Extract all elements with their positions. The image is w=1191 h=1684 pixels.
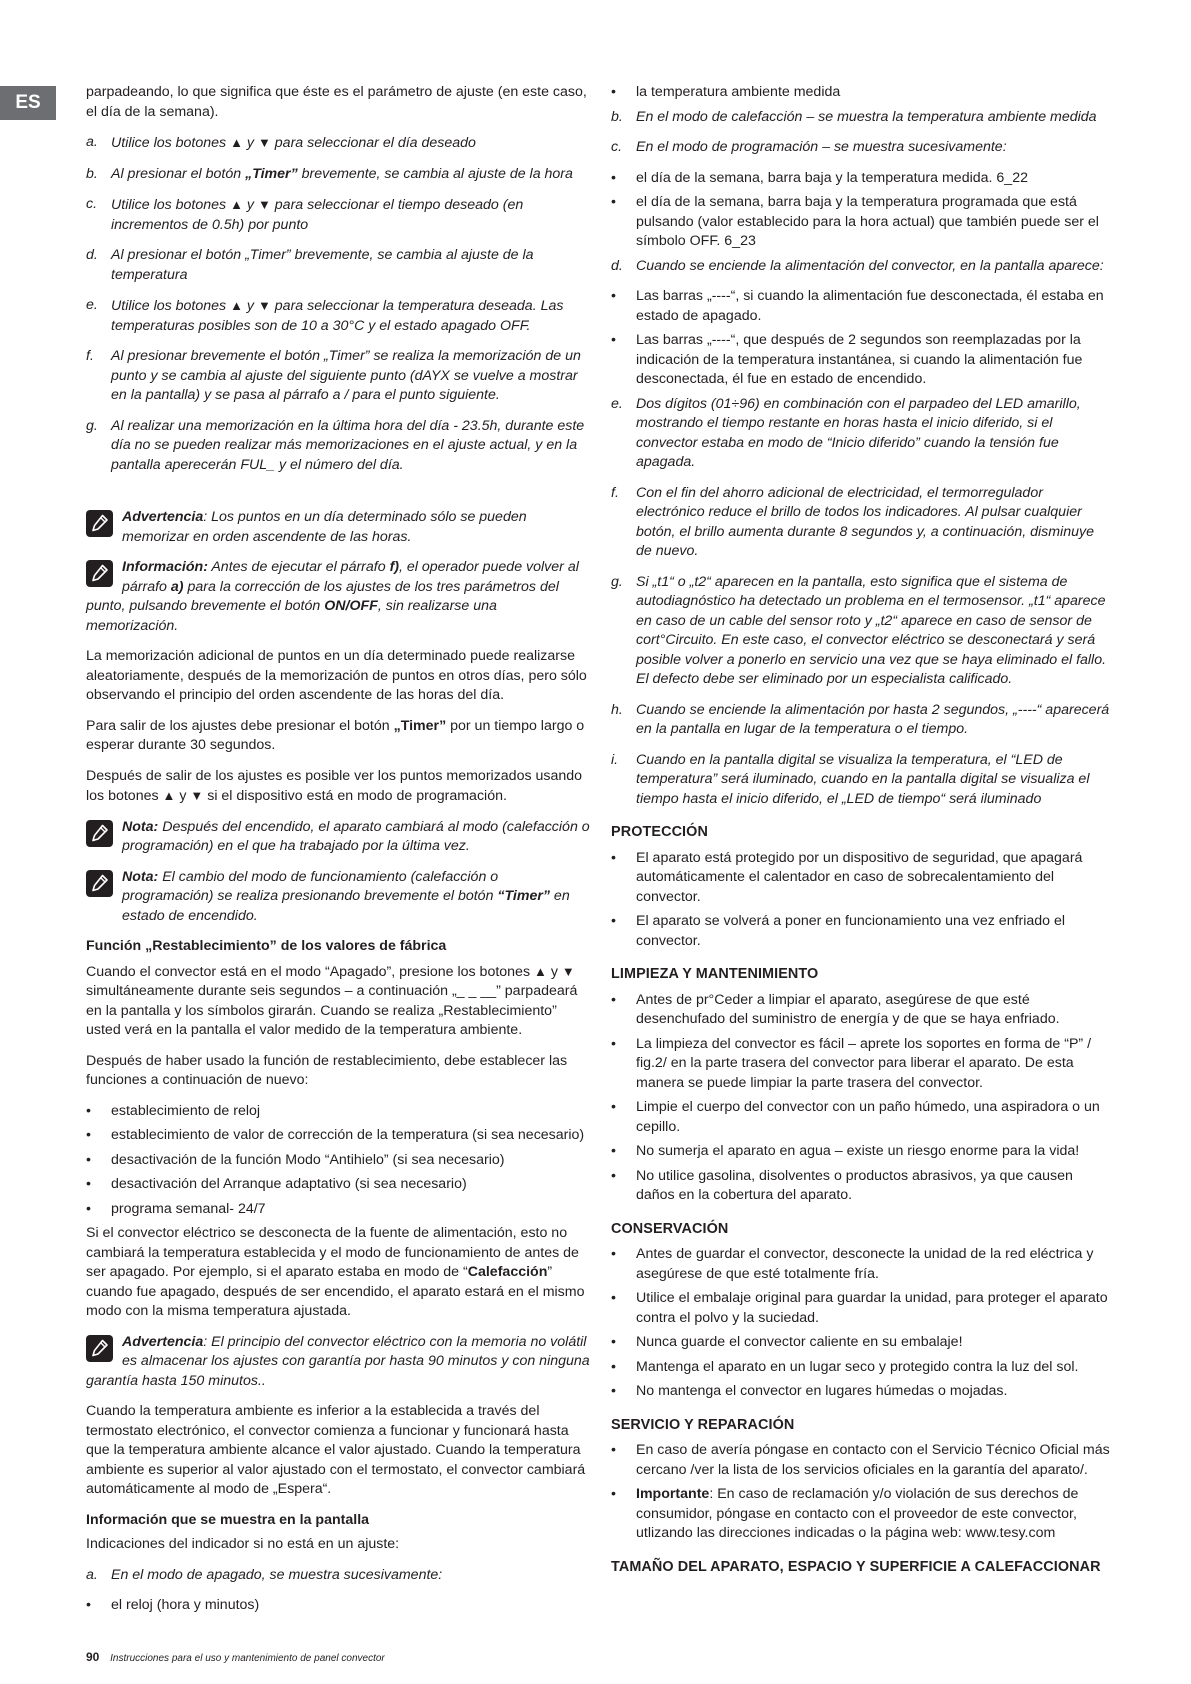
- note-1: Nota: Después del encendido, el aparato cambiará al modo (calefacción o programación) en el que ha trabajado por la última vez.: [86, 818, 590, 857]
- list-item: • Utilice el embalaje original para guardar la unidad, para proteger el aparato contra el polvo y la suciedad.: [611, 1290, 1108, 1326]
- list-item: • Las barras „----“, si cuando la alimentación fue desconectada, él estaba en estado de apagado.: [611, 288, 1104, 324]
- list-item: • el día de la semana, barra baja y la temperatura programada que está pulsando (valor establecido para la hora actual) que también puede ser el símbolo OFF. 6_23: [611, 194, 1099, 249]
- arrow-down-icon: ▼: [561, 963, 575, 979]
- step-c: c. Utilice los botones ▲ y ▼ para seleccionar el tiempo deseado (en incrementos de 0.5h) por punto: [86, 196, 524, 233]
- list-item: • El aparato está protegido por un dispositivo de seguridad, que apagará automáticamente el calentador en caso de sobrecalentamiento del convector.: [611, 849, 1083, 905]
- info-note: Información: Antes de ejecutar el párrafo f), el operador puede volver al párrafo a) para la corrección de los ajustes de los tres parámetros del punto, pulsando brevemente el botón ON/OFF, sin realizarse una memorización.: [86, 559, 579, 634]
- thermostat-paragraph: Cuando la temperatura ambiente es inferior a la establecida a través del termostato electrónico, el convector comienza a funcionar y funcionará hasta que la temperatura ambiente alcance el valor ajustado. Cuando la temperatura ambiente es superior al valor ajustado con el termostato, el convector cambiará automáticamente al modo de „Espera“.: [86, 1403, 586, 1497]
- storage-title: CONSERVACIÓN: [611, 1220, 729, 1237]
- list-item: • Mantenga el aparato en un lugar seco y protegido contra la luz del sol.: [611, 1358, 1079, 1375]
- reset-section-title: Función „Restablecimiento” de los valores de fábrica: [86, 938, 447, 954]
- list-item: • Limpie el cuerpo del convector con un paño húmedo, una aspiradora o un cepillo.: [611, 1099, 1100, 1135]
- display-item-b: b. En el modo de calefacción – se muestra la temperatura ambiente medida: [611, 108, 1097, 125]
- right-column: [611, 83, 1111, 1583]
- pencil-note-icon: [86, 560, 113, 587]
- list-item: • Nunca guarde el convector caliente en su embalaje!: [611, 1334, 963, 1350]
- arrow-up-icon: ▲: [230, 298, 243, 313]
- step-d: d. Al presionar el botón „Timer” brevemente, se cambia al ajuste de la temperatura: [86, 247, 534, 283]
- display-item-a: a. En el modo de apagado, se muestra sucesivamente:: [86, 1566, 443, 1583]
- paragraph-exit-settings: Para salir de los ajustes debe presionar el botón „Timer” por un tiempo largo o esperar durante 30 segundos.: [86, 717, 585, 753]
- page-number: 90: [86, 1650, 100, 1664]
- list-item: • No sumerja el aparato en agua – existe un riesgo enorme para la vida!: [611, 1143, 1080, 1159]
- display-section-title: Información que se muestra en la pantalla: [86, 1511, 370, 1528]
- reset-bullet-list: [86, 1102, 590, 1220]
- arrow-down-icon: ▼: [257, 197, 271, 212]
- list-item: • Las barras „----“, que después de 2 segundos son reemplazadas por la indicación de la temperatura instantánea, si cuando la alimentación fue desconectada, él fue en estado de encendido.: [611, 332, 1083, 387]
- display-item-e: e. Dos dígitos (01÷96) en combinación con el parpadeo del LED amarillo, mostrando el tiempo restante en horas hasta el inicio diferido, si el convector estaba en modo de “Inicio diferido” cuando la tensión fue apagada.: [611, 395, 1081, 470]
- list-item: • La limpieza del convector es fácil – aprete los soportes en forma de “P” / fig.2/ en la parte trasera del convector para liberar el aparato. De esta manera se puede limpiar la parte trasera del convector.: [611, 1035, 1092, 1091]
- list-item: • No mantenga el convector en lugares húmedas o mojadas.: [611, 1383, 1008, 1399]
- step-g: g. Al realizar una memorización en la última hora del día - 23.5h, durante este día no se pueden realizar más memorizaciones en el ajuste actual, y en la pantalla aperecerán FUL_ y el número del día.: [86, 417, 585, 473]
- list-item: • En caso de avería póngase en contacto con el Servicio Técnico Oficial más cercano /ver la lista de los servicios oficiales en la garantía del aparato/.: [611, 1442, 1110, 1478]
- list-item: • establecimiento de valor de corrección de la temperatura (si sea necesario): [86, 1127, 585, 1143]
- list-item: • El aparato se volverá a poner en funcionamiento una vez enfriado el convector.: [611, 913, 1066, 949]
- arrow-down-icon: ▼: [257, 135, 271, 150]
- list-item: • desactivación de la función Modo “Antihielo” (si sea necesario): [86, 1151, 505, 1168]
- language-tab: ES: [0, 86, 56, 120]
- step-b: b. Al presionar el botón „Timer” brevemente, se cambia al ajuste de la hora: [86, 165, 573, 182]
- list-item: • Antes de guardar el convector, desconecte la unidad de la red eléctrica y asegúrese de que esté totalmente fría.: [611, 1246, 1094, 1282]
- arrow-down-icon: ▼: [257, 298, 271, 313]
- intro-paragraph: parpadeando, lo que significa que éste es el parámetro de ajuste (en este caso, el día de la semana).: [86, 84, 587, 120]
- list-item: • la temperatura ambiente medida: [611, 84, 841, 100]
- step-a: a. Utilice los botones ▲ y ▼ para seleccionar el día deseado: [86, 134, 476, 151]
- step-f: f. Al presionar brevemente el botón „Timer” se realiza la memorización de un punto y se cambia al ajuste del siguiente punto (dAYX se vuelve a mostrar en la pantalla) y se pasa al párrafo a / para el punto siguiente.: [86, 348, 581, 403]
- list-item: • el día de la semana, barra baja y la temperatura medida. 6_22: [611, 169, 1028, 186]
- warning-note-1: Advertencia: Los puntos en un día determinado sólo se pueden memorizar en orden ascendente de las horas.: [86, 508, 590, 547]
- reset-paragraph-1: Cuando el convector está en el modo “Apagado”, presione los botones ▲ y ▼ simultáneamente durante seis segundos – a continuación „_ _ __” parpadeará en la pantalla y los símbolos girarán. Cuando se realiza „Restablecimiento” usted verá en la pantalla el valor medido de la temperatura ambiente.: [86, 963, 578, 1038]
- service-title: SERVICIO Y REPARACIÓN: [611, 1416, 795, 1433]
- list-item: • programa semanal- 24/7: [86, 1200, 266, 1217]
- step-e: e. Utilice los botones ▲ y ▼ para seleccionar la temperatura deseada. Las temperaturas posibles son de 10 a 30°C y el estado apagado OFF.: [86, 297, 564, 334]
- pencil-note-icon: [86, 868, 122, 927]
- display-item-h: h. Cuando se enciende la alimentación por hasta 2 segundos, „----“ aparecerá en la pantalla en lugar de la temperatura o el tiempo.: [611, 701, 1110, 737]
- paragraph-memorization: La memorización adicional de puntos en un día determinado puede realizarse aleatoriamente, después de la memorización de puntos en otros días, pero sólo observando el principio del orden ascendente de las horas del día.: [86, 648, 587, 703]
- paragraph-view-points: Después de salir de los ajustes es posible ver los puntos memorizados usando los botones ▲ y ▼ si el dispositivo está en modo de programación.: [86, 767, 583, 804]
- reset-paragraph-2: Después de haber usado la función de restablecimiento, debe establecer las funciones a continuación de nuevo:: [86, 1052, 568, 1088]
- display-item-d: d. Cuando se enciende la alimentación del convector, en la pantalla aparece:: [611, 257, 1104, 274]
- note-2: Nota: El cambio del modo de funcionamiento (calefacción o programación) se realiza presionando brevemente el botón “Timer” en estado de encendido.: [86, 868, 590, 927]
- list-item: • desactivación del Arranque adaptativo (si sea necesario): [86, 1176, 467, 1192]
- arrow-up-icon: ▲: [162, 788, 176, 803]
- pencil-note-icon: [86, 1335, 113, 1362]
- display-item-c: c. En el modo de programación – se muestra sucesivamente:: [611, 139, 1007, 155]
- list-item: • establecimiento de reloj: [86, 1102, 261, 1119]
- arrow-up-icon: ▲: [230, 197, 243, 212]
- pencil-note-icon: [86, 508, 122, 547]
- list-item: • No utilice gasolina, disolventes o productos abrasivos, ya que causen daños en la cobertura del aparato.: [611, 1167, 1073, 1203]
- page-footer: [86, 1650, 385, 1666]
- protection-title: PROTECCIÓN: [611, 824, 708, 840]
- pencil-note-icon: [86, 818, 122, 857]
- arrow-up-icon: ▲: [230, 135, 243, 150]
- arrow-up-icon: ▲: [534, 963, 547, 979]
- list-item: • Antes de pr°Ceder a limpiar el aparato, asegúrese de que esté desenchufado del suministro de energía y de que se haya enfriado.: [611, 991, 1060, 1027]
- warning-note-2: Advertencia: El principio del convector eléctrico con la memoria no volátil es almacenar los ajustes con garantía por hasta 90 minutos y con ninguna garantía hasta 150 minutos..: [86, 1333, 590, 1389]
- reset-paragraph-3: Si el convector eléctrico se desconecta de la fuente de alimentación, esto no cambiará la temperatura establecida y el modo de funcionamiento de antes de ser apagado. Por ejemplo, si el aparato estaba en modo de “Calefacción” cuando fue apagado, después de ser encendido, el aparato estará en el mismo modo con la misma temperatura ajustada.: [86, 1225, 585, 1319]
- left-column: [86, 83, 590, 1621]
- cleaning-title: LIMPIEZA Y MANTENIMIENTO: [611, 966, 819, 982]
- footer-text: Instrucciones para el uso y mantenimiento de panel convector: [110, 1653, 385, 1664]
- size-title: TAMAÑO DEL APARATO, ESPACIO Y SUPERFICIE A CALEFACCIONAR: [611, 1558, 1101, 1575]
- display-item-i: i. Cuando en la pantalla digital se visualiza la temperatura, el “LED de temperatura” será iluminado, cuando en la pantalla digital se visualiza el tiempo hasta el inicio diferido, el „LED de tiempo“ será iluminado: [611, 751, 1090, 807]
- list-item: • Importante: En caso de reclamación y/o violación de sus derechos de consumidor, póngase en contacto con el proveedor de este convector, utlizando las direcciones indicadas o la página web: www.tesy.com: [611, 1486, 1079, 1541]
- display-item-g: g. Si „t1“ o „t2“ aparecen en la pantalla, esto significa que el sistema de autodiagnóstico ha detectado un problema en el termosensor. „t1“ aparece en caso de un cable del sensor roto y „t2“ aparece en caso de sensor de cort°Circuito. En este caso, el convector eléctrico se desconectará y será posible volver a ponerlo en servicio una vez que se haya eliminado el fallo. El defecto debe ser eliminado por un especialista calificado.: [611, 573, 1107, 687]
- display-item-f: f. Con el fin del ahorro adicional de electricidad, el termorregulador electrónico reduce el brillo de todos los indicadores. Al pulsar cualquier botón, el brillo aumenta durante 8 segundos y, a continuación, disminuye de nuevo.: [611, 484, 1094, 559]
- display-paragraph: Indicaciones del indicador si no está en un ajuste:: [86, 1536, 400, 1552]
- list-item: • el reloj (hora y minutos): [86, 1597, 260, 1613]
- arrow-down-icon: ▼: [190, 788, 204, 803]
